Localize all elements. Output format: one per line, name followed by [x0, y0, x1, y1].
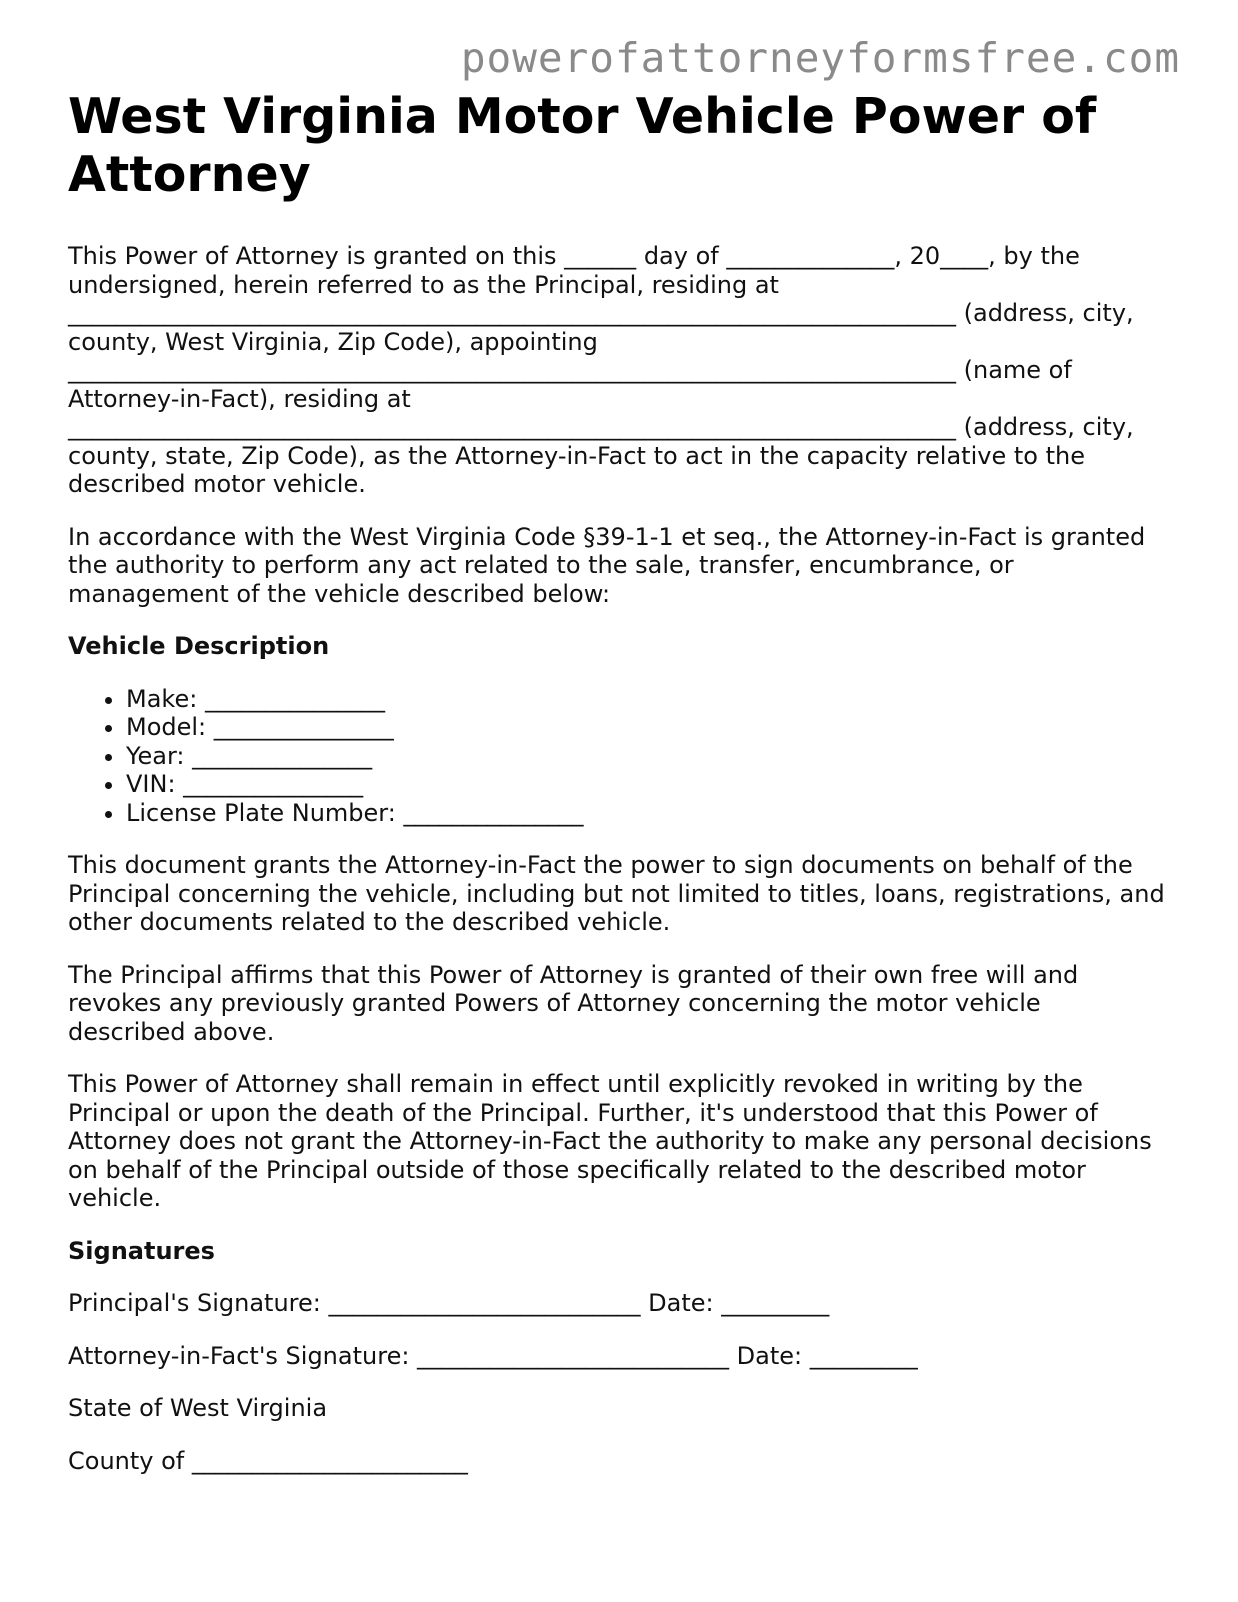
list-item-make: • Make: _______________: [126, 685, 1178, 714]
signatures-heading: Signatures: [68, 1236, 215, 1265]
county-line: County of _______________________: [68, 1446, 468, 1475]
list-item-vin: • VIN: _______________: [126, 770, 1178, 799]
affirm-line-3: described above.: [68, 1017, 275, 1046]
authority-paragraph: [68, 523, 1178, 609]
vehicle-description-heading: Vehicle Description: [68, 632, 330, 660]
signing-power-paragraph: [68, 851, 1178, 937]
vehicle-description-list: [68, 685, 1178, 828]
attorney-signature-line: Attorney-in-Fact's Signature: __________________________ Date: _________: [68, 1341, 918, 1370]
intro-line-8: county, state, Zip Code), as the Attorney-in-Fact to act in the capacity relative to the: [68, 441, 1085, 470]
intro-line-2: undersigned, herein referred to as the Principal, residing at: [68, 270, 779, 299]
authority-line-3: management of the vehicle described below:: [68, 579, 611, 608]
intro-line-5: __________________________________________________________________________ (name of: [68, 356, 1072, 384]
intro-line-9: described motor vehicle.: [68, 470, 366, 498]
list-item-model: • Model: _______________: [126, 713, 1178, 742]
effect-line-4: on behalf of the Principal outside of those specifically related to the described motor: [68, 1155, 1086, 1184]
intro-line-4: county, West Virginia, Zip Code), appointing: [68, 327, 598, 356]
document-title: West Virginia Motor Vehicle Power of Attorney: [68, 88, 1097, 203]
signing-line-2: Principal concerning the vehicle, including but not limited to titles, loans, registrations, and: [68, 879, 1165, 908]
affirm-line-1: The Principal affirms that this Power of Attorney is granted of their own free will and: [68, 960, 1079, 989]
effect-paragraph: [68, 1070, 1178, 1213]
effect-line-5: vehicle.: [68, 1184, 162, 1212]
effect-line-3: Attorney does not grant the Attorney-in-Fact the authority to make any personal decisions: [68, 1127, 1152, 1155]
effect-line-1: This Power of Attorney shall remain in effect until explicitly revoked in writing by the: [68, 1070, 1083, 1098]
intro-line-1: This Power of Attorney is granted on this ______ day of ______________, 20____, by the: [68, 242, 1080, 270]
intro-paragraph: [68, 242, 1178, 499]
intro-line-3: __________________________________________________________________________ (address, city,: [68, 299, 1134, 327]
signing-line-1: This document grants the Attorney-in-Fact the power to sign documents on behalf of the: [68, 851, 1133, 879]
affirmation-paragraph: [68, 961, 1178, 1047]
affirm-line-2: revokes any previously granted Powers of Attorney concerning the motor vehicle: [68, 989, 1041, 1017]
list-item-year: • Year: _______________: [126, 742, 1178, 771]
state-line: State of West Virginia: [68, 1394, 328, 1422]
document-page: [68, 88, 1178, 1499]
intro-line-6: Attorney-in-Fact), residing at: [68, 384, 411, 413]
list-item-license-plate: • License Plate Number: _______________: [126, 799, 1178, 828]
principal-signature-line: Principal's Signature: __________________________ Date: _________: [68, 1289, 830, 1317]
authority-line-1: In accordance with the West Virginia Code §39-1-1 et seq., the Attorney-in-Fact is granted: [68, 522, 1146, 551]
authority-line-2: the authority to perform any act related to the sale, transfer, encumbrance, or: [68, 551, 1014, 579]
intro-line-7: __________________________________________________________________________ (address, city,: [68, 413, 1134, 441]
effect-line-2: Principal or upon the death of the Principal. Further, it's understood that this Power of: [68, 1098, 1098, 1127]
watermark: powerofattorneyformsfree.com: [460, 34, 1180, 82]
signing-line-3: other documents related to the described vehicle.: [68, 908, 671, 936]
